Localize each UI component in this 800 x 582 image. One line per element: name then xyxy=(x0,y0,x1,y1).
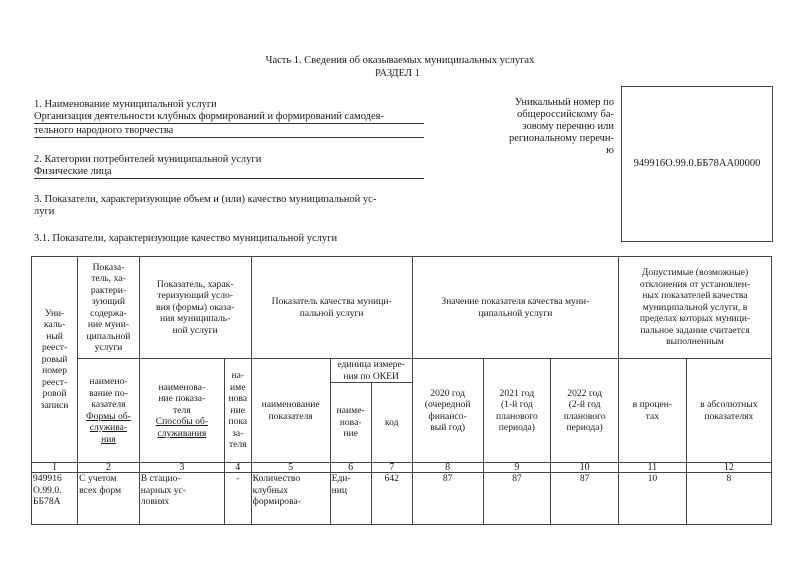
table-row xyxy=(32,473,772,525)
cell-value-2020: 87 xyxy=(412,473,483,525)
subheader-col11: в процен- тах xyxy=(619,359,687,463)
col-number: 9 xyxy=(483,463,551,473)
subheader-col8: 2020 год (очередной финансо- вый год) xyxy=(412,359,483,463)
column-numbers-row xyxy=(32,463,772,473)
col-number: 12 xyxy=(686,463,771,473)
col-number: 4 xyxy=(224,463,251,473)
indicators-label-line2: луги xyxy=(34,206,55,217)
registry-number-label: Уникальный номер по общероссийскому ба- зовому перечню или региональному перечн- ю xyxy=(509,97,614,156)
col-number: 1 xyxy=(32,463,78,473)
consumers-value: Физические лица xyxy=(34,166,424,179)
cell-unit-name: Еди- ниц xyxy=(330,473,371,525)
col-number: 11 xyxy=(619,463,687,473)
col-number: 7 xyxy=(371,463,412,473)
cell-service-methods: В стацио- нарных ус- ловиях xyxy=(139,473,224,525)
cell-service-forms: С учетом всех форм xyxy=(78,473,140,525)
col-number: 5 xyxy=(251,463,330,473)
col-number: 6 xyxy=(330,463,371,473)
subheader-col9: 2021 год (1-й год планового периода) xyxy=(483,359,551,463)
cell-col4: - xyxy=(224,473,251,525)
subheader-col4: на- име нова ние пока за- теля xyxy=(224,359,251,463)
col-number: 10 xyxy=(551,463,619,473)
col-number: 8 xyxy=(412,463,483,473)
subheader-okei: единица измере- ния по ОКЕИ xyxy=(330,359,412,383)
service-name-label: 1. Наименование муниципальной услуги xyxy=(34,99,217,110)
cell-unit-code: 642 xyxy=(371,473,412,525)
header-quality-indicator: Показатель качества муници- пальной услуги xyxy=(251,257,412,359)
section-title: РАЗДЕЛ 1 xyxy=(375,68,420,79)
service-name-value-line1: Организация деятельности клубных формирований и формирований самодея- xyxy=(34,111,424,124)
registry-code: 949916О.99.0.ББ78АА00000 xyxy=(633,158,761,169)
part-title: Часть 1. Сведения об оказываемых муниципальных услугах xyxy=(265,55,535,66)
subheader-col7: код xyxy=(371,383,412,463)
cell-value-2022: 87 xyxy=(551,473,619,525)
header-allowed-deviation: Допустимые (возможные) отклонения от установлен- ных показателей качества муниципальной услуги, в пределах которых муници- пальное задание считается выполненным xyxy=(619,257,772,359)
subheader-col3: наименова- ние показа- теля Способы об- служивания xyxy=(139,359,224,463)
cell-value-2021: 87 xyxy=(483,473,551,525)
quality-subsection-label: 3.1. Показатели, характеризующие качество муниципальной услуги xyxy=(34,233,338,244)
quality-indicators-table xyxy=(31,256,772,525)
col-number: 2 xyxy=(78,463,140,473)
subheader-col5: наименование показателя xyxy=(251,359,330,463)
cell-deviation-percent: 10 xyxy=(619,473,687,525)
header-conditions-indicator: Показатель, харак- теризующий усло- вия (формы) оказа- ния муниципаль- ной услуги xyxy=(139,257,251,359)
indicators-label-line1: 3. Показатели, характеризующие объем и (или) качество муниципальной ус- xyxy=(34,194,377,205)
consumers-label: 2. Категории потребителей муниципальной услуги xyxy=(34,154,262,165)
header-quality-value: Значение показателя качества муни- ципальной услуги xyxy=(412,257,618,359)
cell-registry-number: 949916 О.99.0. ББ78А xyxy=(32,473,78,525)
subheader-col6: наиме- нова- ние xyxy=(330,383,371,463)
service-name-value-line2: тельного народного творчества xyxy=(34,125,424,138)
header-unique-number: Уни- каль- ный реест- ровый номер реест- ровой записи xyxy=(32,257,78,463)
subheader-col12: в абсолютных показателях xyxy=(686,359,771,463)
col-number: 3 xyxy=(139,463,224,473)
cell-deviation-absolute: 8 xyxy=(686,473,771,525)
cell-indicator-name: Количество клубных формирова- xyxy=(251,473,330,525)
registry-code-box xyxy=(621,86,773,242)
subheader-col10: 2022 год (2-й год планового периода) xyxy=(551,359,619,463)
subheader-col2: наимено- вание по- казателя Формы об- служива- ния xyxy=(78,359,140,463)
header-content-indicator: Показа- тель, ха- рактери- зующий содержа- ние муни- ципальной услуги xyxy=(78,257,140,359)
